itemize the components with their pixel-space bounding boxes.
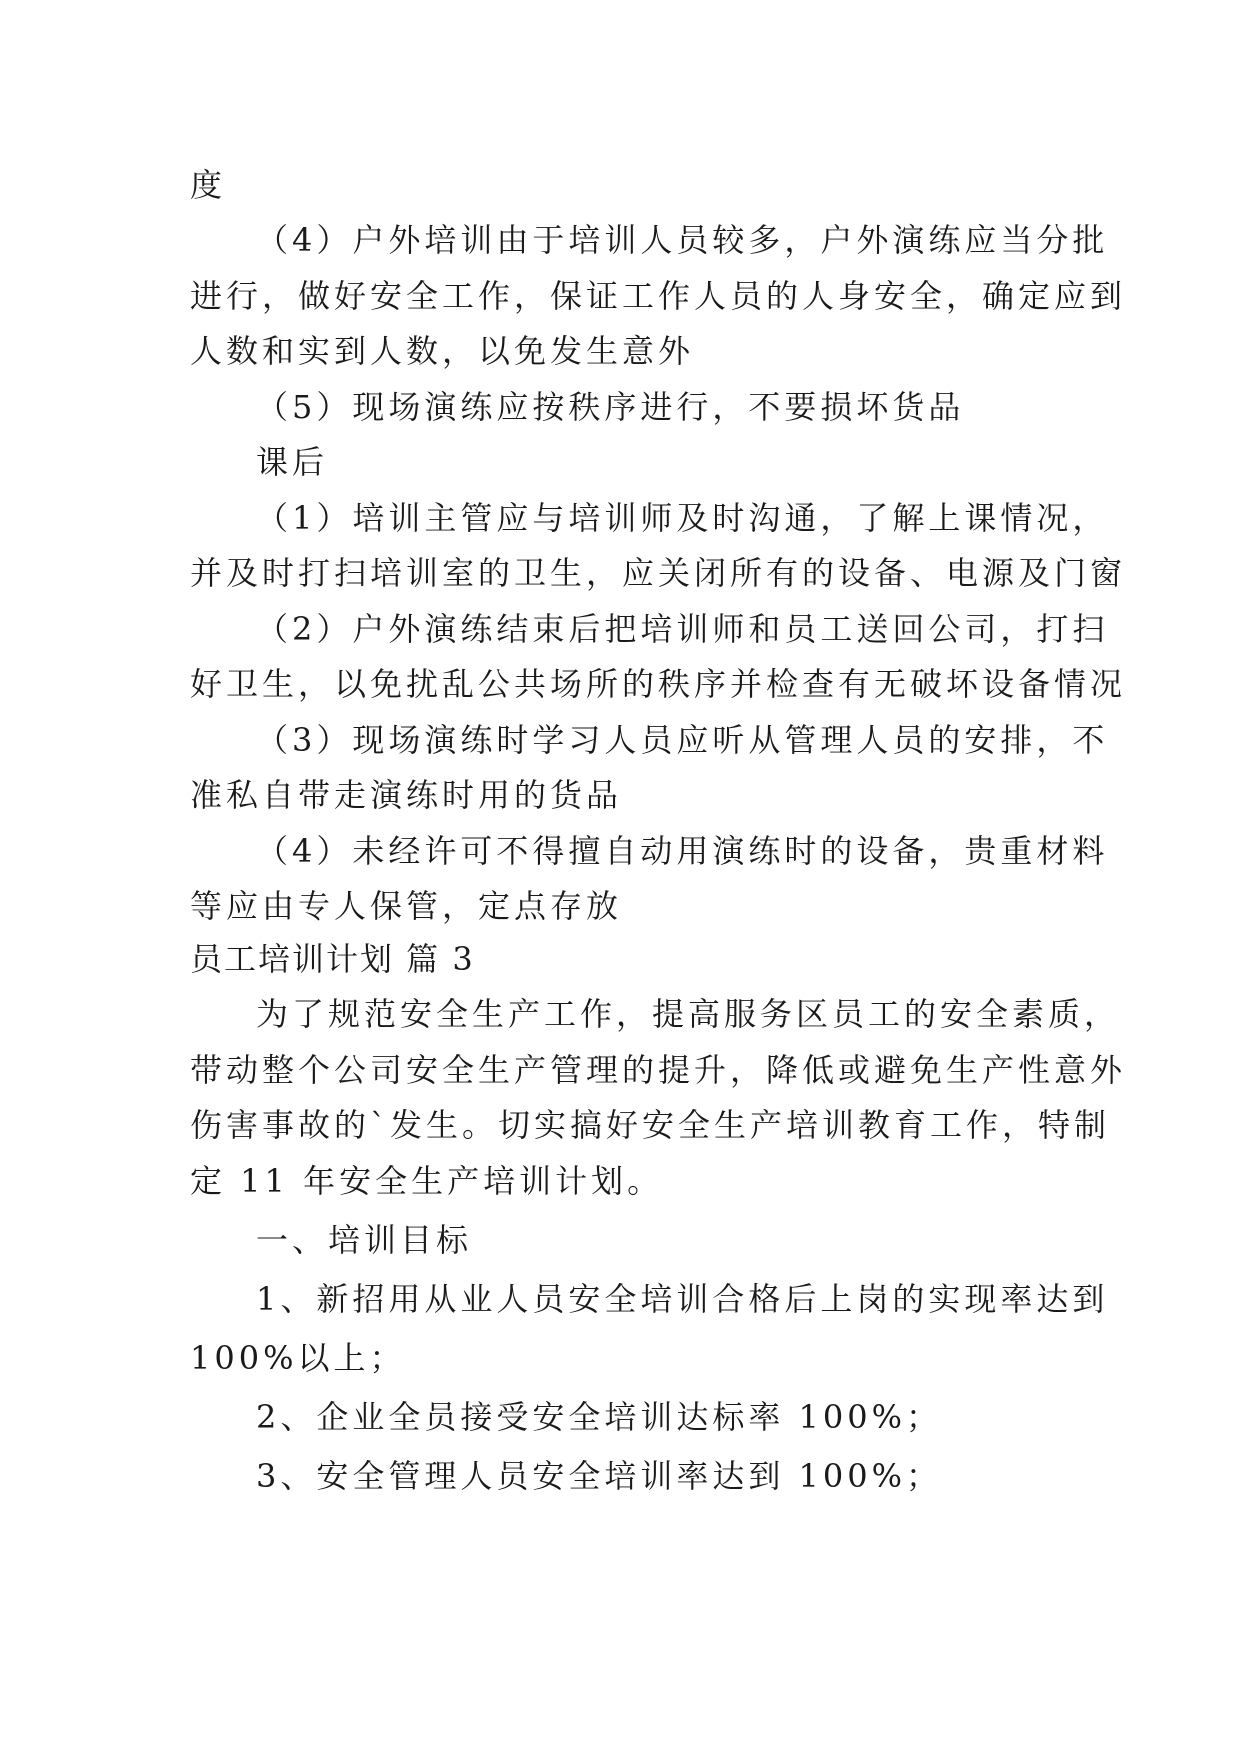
text-line: （5）现场演练应按秩序进行，不要损坏货品 xyxy=(256,388,965,426)
text-line: 等应由专人保管，定点存放 xyxy=(190,887,623,925)
text-line: 并及时打扫培训室的卫生，应关闭所有的设备、电源及门窗 xyxy=(190,554,1127,592)
text-line: 准私自带走演练时用的货品 xyxy=(190,776,623,814)
text-line: 度 xyxy=(190,166,227,204)
section-label: 课后 xyxy=(256,443,329,481)
text-line: （4）未经许可不得擅自动用演练时的设备，贵重材料 xyxy=(256,832,1109,870)
text-line: （1）培训主管应与培训师及时沟通，了解上课情况， xyxy=(256,499,1109,537)
text-line: （4）户外培训由于培训人员较多，户外演练应当分批 xyxy=(256,221,1109,259)
text-line: 好卫生，以免扰乱公共场所的秩序并检查有无破坏设备情况 xyxy=(190,665,1127,703)
text-line: 2、企业全员接受安全培训达标率 100%； xyxy=(256,1398,943,1436)
text-line: 定 11 年安全生产培训计划。 xyxy=(190,1162,664,1200)
section-heading: 员工培训计划 篇 3 xyxy=(190,940,475,978)
text-line: 3、安全管理人员安全培训率达到 100%； xyxy=(256,1457,943,1495)
text-line: 人数和实到人数，以免发生意外 xyxy=(190,332,695,370)
text-line: （2）户外演练结束后把培训师和员工送回公司，打扫 xyxy=(256,610,1109,648)
text-line: 为了规范安全生产工作，提高服务区员工的安全素质， xyxy=(256,995,1121,1033)
text-line: 进行，做好安全工作，保证工作人员的人身安全，确定应到 xyxy=(190,277,1127,315)
text-line: 100%以上； xyxy=(190,1339,406,1377)
text-line: 带动整个公司安全生产管理的提升，降低或避免生产性意外 xyxy=(190,1051,1127,1089)
text-line: （3）现场演练时学习人员应听从管理人员的安排，不 xyxy=(256,721,1109,759)
text-line: 1、新招用从业人员安全培训合格后上岗的实现率达到 xyxy=(256,1280,1109,1318)
subsection-heading: 一、培训目标 xyxy=(256,1221,473,1259)
text-line: 伤害事故的`发生。切实搞好安全生产培训教育工作，特制 xyxy=(190,1106,1111,1144)
